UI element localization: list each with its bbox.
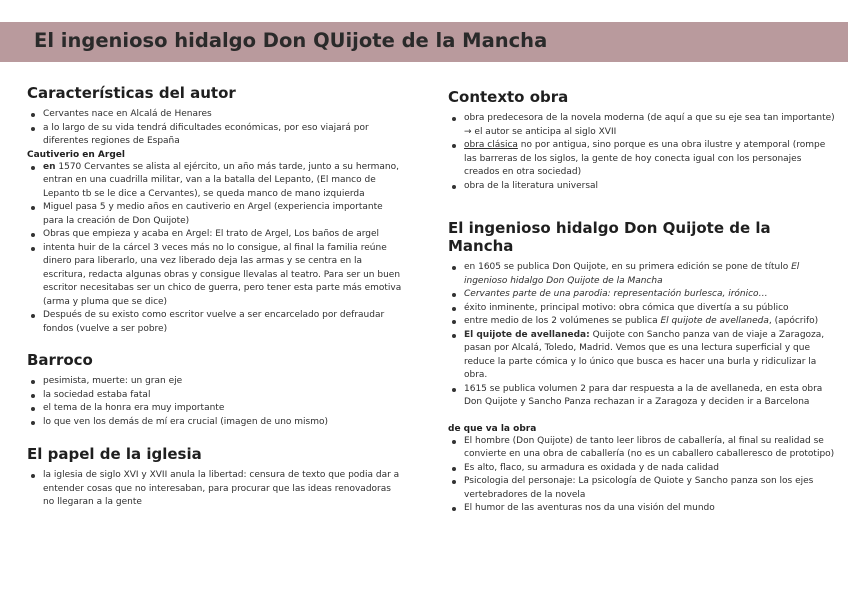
- bold-text: en: [43, 161, 56, 172]
- list-item: [464, 329, 838, 383]
- section-autor: [27, 84, 402, 336]
- section-title-iglesia: El papel de la iglesia: [27, 445, 202, 463]
- section-barroco: [27, 351, 402, 429]
- quijote-list: [448, 261, 838, 410]
- bold-text: El quijote de avellaneda:: [464, 329, 590, 340]
- italic-text: El ingenioso hidalgo Don Quijote de la Mancha: [464, 262, 800, 286]
- underlined-text: obra clásica: [464, 140, 518, 150]
- list-item: [464, 288, 838, 302]
- section-title-barroco: Barroco: [27, 351, 93, 369]
- list-item: la sociedad estaba fatal: [43, 389, 402, 403]
- list-item-text: no por antigua, sino porque es una obra ilustre y atemporal (rompe las barreras de los siglos, la gente de hoy conecta igual con los personajes creados en otra sociedad): [464, 140, 826, 177]
- deque-list: [448, 435, 838, 516]
- contexto-list: [448, 112, 838, 193]
- list-item: Miguel pasa 5 y medio años en cautiverio en Argel (experiencia importante para la creación de Don Quijote): [43, 201, 402, 228]
- list-item: éxito inminente, principal motivo: obra cómica que divertía a su público: [464, 302, 838, 316]
- italic-text: El quijote de avellaneda: [660, 316, 769, 326]
- page-title: El ingenioso hidalgo Don QUijote de la Mancha: [34, 29, 548, 52]
- list-item: El humor de las aventuras nos da una visión del mundo: [464, 502, 838, 516]
- section-title-contexto: Contexto obra: [448, 88, 569, 106]
- section-contexto: [448, 88, 838, 193]
- list-item: Obras que empieza y acaba en Argel: El trato de Argel, Los baños de argel: [43, 228, 402, 242]
- list-item: [464, 261, 838, 288]
- section-quijote: [448, 219, 838, 410]
- list-item: [464, 315, 838, 329]
- list-item: pesimista, muerte: un gran eje: [43, 375, 402, 389]
- iglesia-list: [27, 469, 402, 510]
- list-item: el tema de la honra era muy importante: [43, 402, 402, 416]
- list-item-text: , (apócrifo): [768, 316, 819, 326]
- list-item: [43, 161, 402, 202]
- right-column: [448, 88, 838, 516]
- autor-list-2: [27, 161, 402, 337]
- list-item-text: Quijote con Sancho panza van de viaje a Zaragoza, pasan por Alcalá, Toledo, Madrid. Vemos que es una lectura superficial y que reduce la parte cómica y lo único que busca es hacer una burla y ridiculizar la obra.: [464, 329, 825, 380]
- list-item: [464, 139, 838, 180]
- list-item: obra de la literatura universal: [464, 180, 838, 194]
- title-banner: [0, 22, 848, 62]
- list-item: obra predecesora de la novela moderna (de aquí a que su eje sea tan importante) → el autor se anticipa al siglo XVII: [464, 112, 838, 139]
- list-item-text: 1570 Cervantes se alista al ejército, un año más tarde, junto a su hermano, entran en una cuadrilla militar, van a la batalla del Lepanto, (El manco de Lepanto tb se le dice a Cervantes), se queda manco de mano izquierda: [43, 161, 399, 199]
- italic-text: Cervantes parte de una parodia: representación burlesca, irónico…: [464, 289, 768, 299]
- list-item: lo que ven los demás de mí era crucial (imagen de uno mismo): [43, 416, 402, 430]
- left-column: [27, 84, 402, 510]
- list-item: 1615 se publica volumen 2 para dar respuesta a la de avellaneda, en esta obra Don Quijote y Sancho Panza rechazan ir a Zaragoza y deciden ir a Barcelona: [464, 383, 838, 410]
- list-item-text: en 1605 se publica Don Quijote, en su primera edición se pone de título: [464, 262, 792, 272]
- section-title-quijote: El ingenioso hidalgo Don Quijote de la Mancha: [448, 219, 771, 255]
- list-item: Cervantes nace en Alcalá de Henares: [43, 108, 402, 122]
- list-item: a lo largo de su vida tendrá dificultades económicas, por eso viajará por diferentes regiones de España: [43, 122, 402, 149]
- subheading-deque: de que va la obra: [448, 423, 537, 434]
- list-item-text: entre medio de los 2 volúmenes se publica: [464, 316, 661, 326]
- list-item: Psicologia del personaje: La psicología de Quiote y Sancho panza son los ejes vertebradores de la novela: [464, 475, 838, 502]
- list-item: intenta huir de la cárcel 3 veces más no lo consigue, al final la familia reúne dinero para liberarlo, una vez liberado deja las armas y se centra en la escritura, redacta algunas obras y consigue llevalas al teatro. Para ser un buen escritor necesitabas ser un chico de guerra, pero tener esta parte más emotiva (arma y pluma que se dice): [43, 242, 402, 310]
- list-item: la iglesia de siglo XVI y XVII anula la libertad: censura de texto que podia dar a entender cosas que no interesaban, para procurar que las ideas renovadoras no llegaran a la gente: [43, 469, 402, 510]
- section-title-autor: Características del autor: [27, 84, 236, 102]
- autor-list-1: [27, 108, 402, 149]
- subheading-cautiverio: Cautiverio en Argel: [27, 149, 125, 160]
- list-item: Después de su existo como escritor vuelve a ser encarcelado por defraudar fondos (vuelve a ser pobre): [43, 309, 402, 336]
- section-deque: [448, 424, 838, 516]
- section-iglesia: [27, 445, 402, 510]
- barroco-list: [27, 375, 402, 429]
- list-item: Es alto, flaco, su armadura es oxidada y de nada calidad: [464, 462, 838, 476]
- list-item: El hombre (Don Quijote) de tanto leer libros de caballería, al final su realidad se convierte en una obra de caballería (no es un caballero caballeresco de prototipo): [464, 435, 838, 462]
